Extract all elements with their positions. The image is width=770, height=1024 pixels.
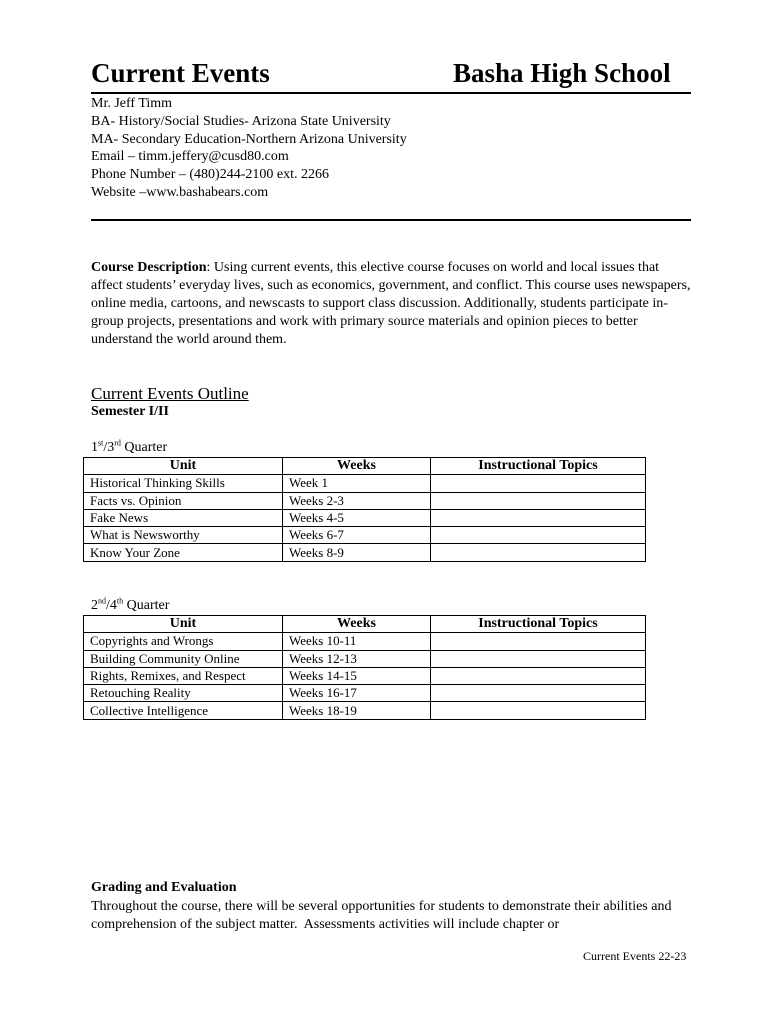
quarter2-num1: 2 bbox=[91, 598, 98, 613]
table-row bbox=[84, 509, 646, 526]
table-row bbox=[84, 527, 646, 544]
topics-cell bbox=[431, 633, 646, 650]
unit-cell: Copyrights and Wrongs bbox=[84, 633, 283, 650]
weeks-cell: Weeks 2-3 bbox=[283, 492, 431, 509]
grading-title: Grading and Evaluation bbox=[91, 880, 237, 895]
teacher-name: Mr. Jeff Timm bbox=[91, 96, 173, 111]
quarter1-table bbox=[83, 457, 646, 562]
info-divider bbox=[91, 219, 691, 221]
grading-text: Throughout the course, there will be several opportunities for students to demonstrate their abilities and comprehension of the subject matter. Assessments activities will include chapter or bbox=[91, 899, 675, 932]
quarter2-table bbox=[83, 615, 646, 720]
topics-cell bbox=[431, 685, 646, 702]
weeks-cell: Week 1 bbox=[283, 475, 431, 492]
semester-label: Semester I/II bbox=[91, 404, 169, 419]
quarter1-suffix1: st bbox=[98, 438, 104, 448]
weeks-cell: Weeks 12-13 bbox=[283, 650, 431, 667]
table-row bbox=[84, 702, 646, 719]
quarter1-sep: / bbox=[103, 440, 108, 455]
table-row bbox=[84, 685, 646, 702]
quarter1-suffix2: rd bbox=[114, 438, 121, 448]
unit-cell: Historical Thinking Skills bbox=[84, 475, 283, 492]
topics-cell bbox=[431, 475, 646, 492]
unit-cell: Collective Intelligence bbox=[84, 702, 283, 719]
quarter2-num2: 4 bbox=[109, 598, 117, 613]
unit-cell: Facts vs. Opinion bbox=[84, 492, 283, 509]
col-weeks: Weeks bbox=[283, 616, 431, 633]
table-header-row bbox=[84, 616, 646, 633]
weeks-cell: Weeks 10-11 bbox=[283, 633, 431, 650]
table-row bbox=[84, 650, 646, 667]
teacher-website: Website –www.bashabears.com bbox=[91, 185, 269, 200]
teacher-ma: MA- Secondary Education-Northern Arizona University bbox=[91, 132, 407, 147]
col-topics: Instructional Topics bbox=[431, 616, 646, 633]
topics-cell bbox=[431, 527, 646, 544]
unit-cell: Building Community Online bbox=[84, 650, 283, 667]
table-row bbox=[84, 633, 646, 650]
weeks-cell: Weeks 4-5 bbox=[283, 509, 431, 526]
quarter2-suffix1: nd bbox=[98, 596, 106, 606]
topics-cell bbox=[431, 492, 646, 509]
weeks-cell: Weeks 18-19 bbox=[283, 702, 431, 719]
quarter2-sep: / bbox=[106, 598, 110, 613]
header-divider bbox=[91, 92, 691, 94]
topics-cell bbox=[431, 667, 646, 684]
course-description bbox=[91, 259, 691, 349]
quarter2-suffix2: th bbox=[116, 596, 124, 606]
weeks-cell: Weeks 8-9 bbox=[283, 544, 431, 561]
weeks-cell: Weeks 14-15 bbox=[283, 667, 431, 684]
quarter1-word: Quarter bbox=[120, 440, 168, 455]
unit-cell: Retouching Reality bbox=[84, 685, 283, 702]
table-header-row bbox=[84, 458, 646, 475]
table-row bbox=[84, 492, 646, 509]
outline-title: Current Events Outline bbox=[91, 384, 249, 403]
unit-cell: What is Newsworthy bbox=[84, 527, 283, 544]
teacher-phone: Phone Number – (480)244-2100 ext. 2266 bbox=[91, 167, 329, 182]
col-unit: Unit bbox=[84, 458, 283, 475]
teacher-email: Email – timm.jeffery@cusd80.com bbox=[91, 149, 289, 164]
unit-cell: Fake News bbox=[84, 509, 283, 526]
col-topics: Instructional Topics bbox=[431, 458, 646, 475]
school-name: Basha High School bbox=[453, 58, 671, 88]
topics-cell bbox=[431, 509, 646, 526]
quarter1-num2: 3 bbox=[107, 440, 115, 455]
col-weeks: Weeks bbox=[283, 458, 431, 475]
table-row bbox=[84, 544, 646, 561]
quarter2-heading bbox=[91, 598, 169, 614]
course-description-text: : Using current events, this elective course focuses on world and local issues that affect students’ everyday lives, such as economics, government, and conflict. This course uses newspapers, online media, cartoons, and newscasts to support class discussion. Additionally, students participate in-group projects, presentations and work with primary source materials and opinion pieces to better understand the world around them. bbox=[91, 260, 691, 347]
quarter2-word: Quarter bbox=[123, 598, 170, 613]
unit-cell: Know Your Zone bbox=[84, 544, 283, 561]
table-row bbox=[84, 475, 646, 492]
quarter1-num1: 1 bbox=[91, 440, 98, 455]
quarter1-heading bbox=[91, 440, 167, 456]
table-row bbox=[84, 667, 646, 684]
page-footer: Current Events 22-23 bbox=[583, 949, 687, 963]
topics-cell bbox=[431, 650, 646, 667]
weeks-cell: Weeks 6-7 bbox=[283, 527, 431, 544]
unit-cell: Rights, Remixes, and Respect bbox=[84, 667, 283, 684]
weeks-cell: Weeks 16-17 bbox=[283, 685, 431, 702]
teacher-ba: BA- History/Social Studies- Arizona State University bbox=[91, 114, 391, 129]
topics-cell bbox=[431, 544, 646, 561]
course-title: Current Events bbox=[91, 58, 270, 88]
col-unit: Unit bbox=[84, 616, 283, 633]
course-description-label: Course Description bbox=[91, 260, 207, 275]
topics-cell bbox=[431, 702, 646, 719]
